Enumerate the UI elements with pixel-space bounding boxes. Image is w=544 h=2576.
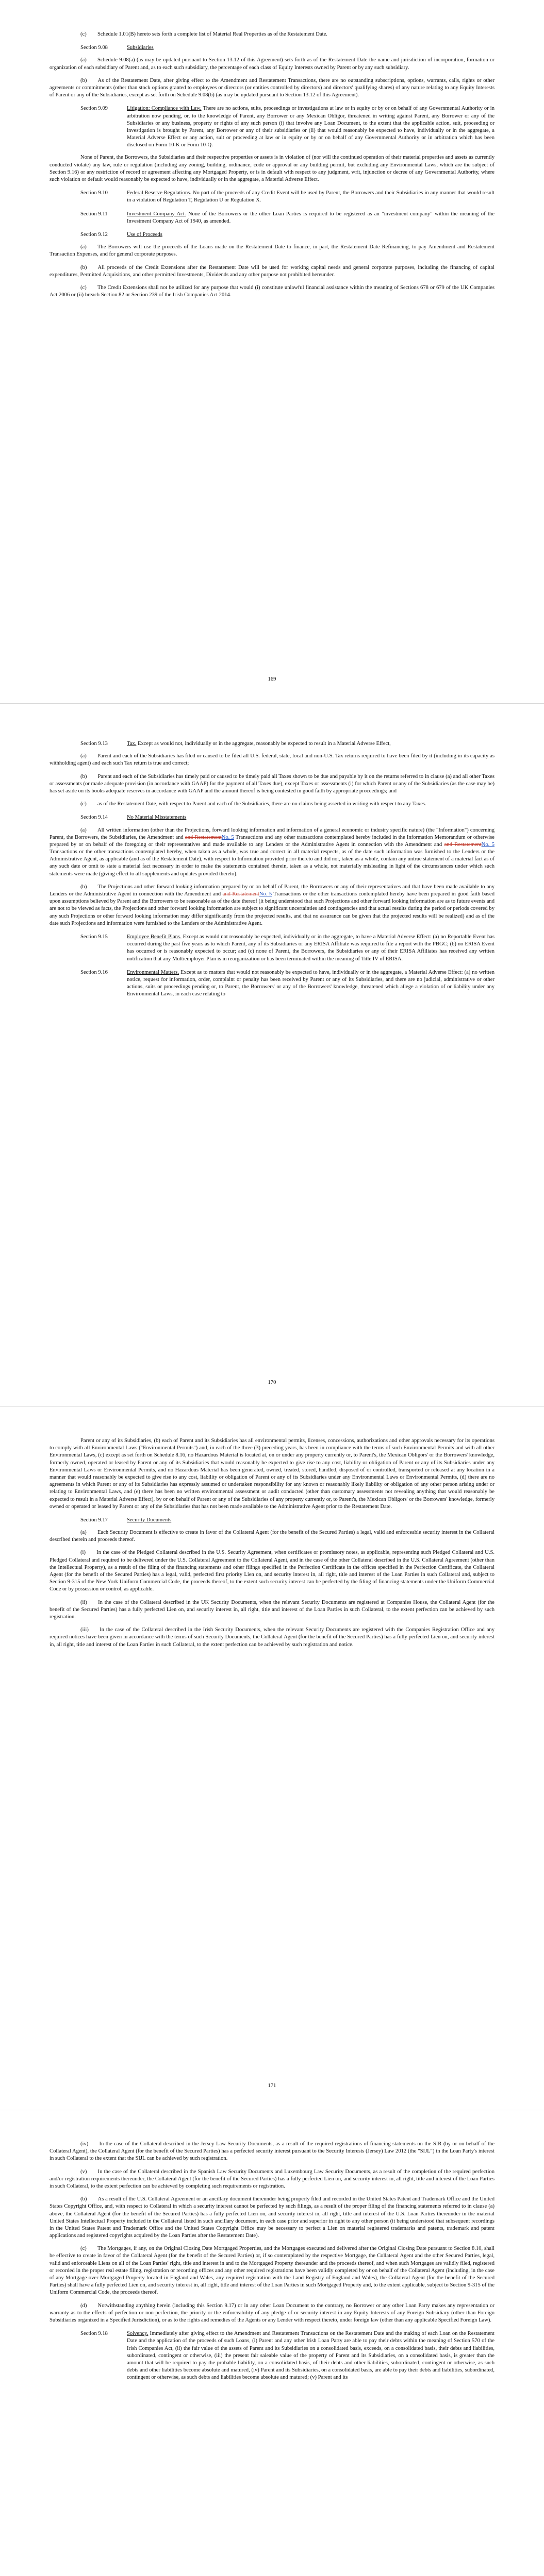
section-heading — [50, 44, 494, 52]
section-text — [127, 211, 494, 225]
section-text — [127, 44, 154, 52]
page-number: 169 — [268, 676, 276, 682]
section-number: Section 9.10 — [80, 190, 108, 196]
section-text — [127, 231, 162, 239]
page-number: 171 — [268, 2083, 276, 2089]
section-body: None of the Borrowers or the other Loan Parties is required to be registered as an "investment company" within the meaning of the Investment Company Act of 1940, as amended. — [127, 211, 494, 224]
section-number: Section 9.11 — [80, 211, 108, 217]
section-title: No Material Misstatements — [127, 815, 187, 821]
section-number: Section 9.18 — [80, 2331, 108, 2337]
page-body — [50, 2141, 494, 2386]
paragraph: (ii) In the case of the Collateral described in the UK Security Documents, when the relevant Security Documents are registered at Companies House, the Collateral Agent (for the benefit of the Secured Parties) has a fully perfected Lien on, and security interest in, all right, title and interest of the Loan Parties in such Collateral, to the extent perfection can be achieved by such registration. — [50, 1599, 494, 1620]
section-heading — [50, 814, 494, 821]
document-page — [0, 0, 544, 703]
paragraph: (iv) In the case of the Collateral described in the Jersey Law Security Documents, as a result of the required registrations of financing statements on the SIR (by or on behalf of the Collateral Agent), the Collateral Agent (for the benefit of the Secured Parties) has a perfected security interest pursuant to the Security Interests (Jersey) Law 2012 (the "SIJL") in the Loan Party's interest in such Collateral to the extent that the SIJL can be achieved by such registration. — [50, 2141, 494, 2162]
section-body: There are no actions, suits, proceedings or investigations at law or in equity or by or on behalf of any Governmental Authority or in arbitration now pending, or, to the knowledge of Parent, any Borrower or any Mexican Obligor, threatened in writing against Parent, any Borrower or any of the Subsidiaries or any business, property or rights of any such person (i) that involve any Loan Document, to the extent that the applicable action, suit, proceeding or investigation is brought by Parent, any Borrower or any of their subsidiaries or (ii) that would reasonably be expected to have, individually or in the aggregate, a Material Adverse Effect or any action, suit or proceeding at law or in equity or by or on behalf of any Governmental Authority or in arbitration which has been disclosed on Form 10-K or Form 10-Q. — [127, 106, 494, 148]
redline-insertion: No. 5 — [259, 891, 272, 897]
paragraph: (b) As of the Restatement Date, after giving effect to the Amendment and Restatement Transactions, there are no outstanding subscriptions, options, warrants, calls, rights or other agreements or commitments (other than stock options granted to employees or directors (or entities controlled by directors) and directors' qualifying shares) of any nature relating to any Equity Interests of Parent or any of the Subsidiaries, except as set forth on Schedule 9.08(b) (as may be updated pursuant to Section 13.12 of this Agreement). — [50, 77, 494, 98]
section-text — [127, 969, 494, 998]
paragraph: (a) Schedule 9.08(a) (as may be updated pursuant to Section 13.12 of this Agreement) sets forth as of the Restatement Date the name and jurisdiction of incorporation, formation or organization of each subsidiary of Parent and, as to each such subsidiary, the percentage of each class of Equity Interests owned by Parent or by any such subsidiary. — [50, 57, 494, 71]
section-title: Environmental Matters. — [127, 969, 179, 975]
section-body: No part of the proceeds of any Credit Event will be used by Parent, the Borrowers and their Subsidiaries in any manner that would result in a violation of Regulation T, Regulation U or Regulation X. — [127, 190, 494, 204]
redline-insertion: No. 5 — [481, 841, 494, 848]
paragraph: (i) In the case of the Pledged Collateral described in the U.S. Security Agreement, when certificates or promissory notes, as applicable, representing such Pledged Collateral and U.S. Pledged Collateral and required to be delivered under the U.S. Collateral Agreement to the Collateral Agent, and in the case of the other Collateral described in the U.S. Collateral Agreement (other than the Intellectual Property), as a result of the filing of the financing statements and other filings specified in the Perfection Certificate in the offices specified in the Perfection Certificate, the Collateral Agent (for the benefit of the Secured Parties) has a legal, valid, perfected first priority Lien on, and security interest in, all right, title and interest of the Loan Parties in such Collateral and, subject to Section 9-315 of the New York Uniform Commercial Code, the proceeds thereof, to the extent such security interest can be perfected by the filing of financing statements under the Uniform Commercial Code or by possession or control, as applicable. — [50, 1550, 494, 1592]
paragraph: (b) As a result of the U.S. Collateral Agreement or an ancillary document thereunder being properly filed and recorded in the United States Patent and Trademark Office and the United States Copyright Office, and, with respect to Collateral in which a security interest cannot be perfected by such filings, as a result of the proper filing of the financing statements referred to in clause (a) above, the Collateral Agent (for the benefit of the Secured Parties) has a fully perfected Lien on, and security interest in, all right, title and interest of the U.S. Loan Parties thereunder in the material United States Intellectual Property included in the Collateral listed in such ancillary document, in each case prior and superior in right to any other person (it being understood that subsequent recordings in the United States Patent and Trademark Office and the United States Copyright Office may be necessary to perfect a Lien on material registered trademarks and patents, trademark and patent applications and registered copyrights acquired by the Loan Parties after the Restatement Date). — [50, 2196, 494, 2239]
redline-deletion: and Restatement — [222, 891, 259, 897]
section-number: Section 9.13 — [80, 741, 108, 747]
page-number: 170 — [268, 1380, 276, 1385]
section-number: Section 9.12 — [80, 231, 108, 238]
section-body: Immediately after giving effect to the Amendment and Restatement Transactions on the Restatement Date and the making of each Loan on the Restatement Date and the application of the proceeds of such Loans, (i) Parent and any other Irish Loan Party are able to pay their debts within the meaning of Section 570 of the Irish Companies Act, (ii) the fair value of the assets of Parent and its Subsidiaries on a consolidated basis, exceeds, on a consolidated basis, their debts and liabilities, subordinated, contingent or otherwise, (iii) the present fair saleable value of the property of Parent and its Subsidiaries, on a consolidated basis, is greater than the amount that will be required to pay the probable liability, on a consolidated basis, of their debts and other liabilities, subordinated, contingent or otherwise, as such debts and other liabilities become absolute and matured, (iv) Parent and its Subsidiaries, on a consolidated basis, are able to pay their debts and liabilities, subordinated, contingent or otherwise, as such debts and liabilities become absolute and matured; (v) Parent and its — [127, 2331, 494, 2381]
section-title: Use of Proceeds — [127, 231, 162, 238]
section-text — [127, 2330, 494, 2381]
redline-insertion: No. 5 — [221, 834, 234, 840]
section-title: Tax. — [127, 741, 137, 747]
section-text — [127, 105, 494, 149]
paragraph: (b) Parent and each of the Subsidiaries has timely paid or caused to be timely paid all Taxes shown to be due and payable by it on the returns referred to in clause (a) and all other Taxes or assessments (or made adequate provision (in accordance with GAAP) for the payment of all Taxes due), except Taxes or assessments (i) for which Parent or any of the Subsidiaries (as the case may be) has set aside on its books adequate reserves in accordance with GAAP and the amount thereof is being contested in good faith by appropriate proceedings; and — [50, 773, 494, 794]
section-number: Section 9.15 — [80, 934, 108, 940]
section-title: Security Documents — [127, 1517, 172, 1523]
section-number: Section 9.16 — [80, 969, 108, 975]
section-number: Section 9.08 — [80, 45, 108, 51]
paragraph: (a) All written information (other than the Projections, forward looking information and information of a general economic or industry specific nature) (the "Information") concerning Parent, the Borrowers, the Subsidiaries, the Amendment and and RestatementNo. 5 Transactions and any other transactions contemplated hereby included in the Information Memorandum or otherwise prepared by or on behalf of the foregoing or their representatives and made available to any Lenders or the Administrative Agent in connection with the Amendment and and RestatementNo. 5 Transactions or the other transactions contemplated hereby, when taken as a whole, was true and correct in all material respects, as of the date such information was furnished to the Lenders or the Administrative Agent, as applicable (and as of the Restatement Date), with respect to Information provided prior thereto and did not, taken as a whole, contain any untrue statement of a material fact as of any such date or omit to state a material fact necessary in order to make the statements contained therein, taken as a whole, not materially misleading in light of the circumstances under which such statements were made (giving effect to all supplements and updates provided thereto). — [50, 827, 495, 877]
paragraph: (a) Parent and each of the Subsidiaries has filed or caused to be filed all U.S. federal, state, local and non-U.S. Tax returns required to have been filed by it (including in its capacity as withholding agent) and each such Tax return is true and correct; — [50, 753, 494, 767]
paragraph: (c) The Mortgages, if any, on the Original Closing Date Mortgaged Properties, and the Mortgages executed and delivered after the Original Closing Date pursuant to Section 8.10, shall be effective to create in favor of the Collateral Agent (for the benefit of the Secured Parties) or, if so contemplated by the respective Mortgage, the Collateral Agent and the other Secured Parties, legal, valid and enforceable Liens on all of the Loan Parties' right, title and interest in and to the Mortgaged Property thereunder and the proceeds thereof, and when such Mortgages are validly filed, registered or recorded in the proper real estate filing, registration or recording offices and any other required registrations have been validly completed by or on behalf of the Collateral Agent (including, in the case of any Mortgage over Mortgaged Property located in England and Wales, any required registration with the Land Registry of England and Wales), the Collateral Agent (for the benefit of the Secured Parties) shall have a fully perfected Lien on, and security interest in, all right, title and interest of the Loan Parties in such Mortgaged Property and, to the extent applicable, subject to Section 9-315 of the Uniform Commercial Code, the proceeds thereof. — [50, 2246, 494, 2296]
section-heading — [50, 934, 494, 963]
document-page — [0, 1406, 544, 2110]
section-number: Section 9.17 — [80, 1517, 108, 1523]
section-heading — [50, 231, 494, 239]
section-title: Federal Reserve Regulations. — [127, 190, 191, 196]
page-separator — [0, 703, 544, 704]
paragraph: (b) All proceeds of the Credit Extensions after the Restatement Date will be used for working capital needs and general corporate purposes, including the financing of capital expenditures, Permitted Acquisitions, and other permitted Investments, Dividends and any other purpose not prohibited hereunder. — [50, 264, 494, 278]
section-number: Section 9.09 — [80, 106, 108, 112]
section-title: Investment Company Act. — [127, 211, 186, 217]
section-number: Section 9.14 — [80, 815, 108, 821]
redline-deletion: and Restatement — [444, 841, 482, 848]
section-title: Solvency. — [127, 2331, 149, 2337]
document-page — [0, 703, 544, 1406]
paragraph: (a) Each Security Document is effective to create in favor of the Collateral Agent (for the benefit of the Secured Parties) a legal, valid and enforceable security interest in the Collateral described therein and proceeds thereof. — [50, 1530, 494, 1543]
paragraph: (c) Schedule 1.01(B) hereto sets forth a complete list of Material Real Properties as of the Restatement Date. — [80, 31, 327, 37]
section-heading — [50, 2330, 494, 2381]
paragraph: (c) as of the Restatement Date, with respect to Parent and each of the Subsidiaries, there are no claims being asserted in writing with respect to any Taxes. — [80, 801, 426, 807]
section-title: Subsidiaries — [127, 45, 154, 51]
page-body — [50, 734, 494, 1003]
redline-deletion: and Restatement — [185, 834, 222, 840]
page-body — [50, 1437, 494, 1654]
paragraph: (a) The Borrowers will use the proceeds of the Loans made on the Restatement Date to finance, in part, the Restatement Date Refinancing, to pay Amendment and Restatement Transaction Expenses, and for general corporate purposes. — [50, 244, 494, 258]
page-body — [50, 31, 494, 304]
section-text — [127, 190, 494, 204]
section-heading — [50, 211, 494, 225]
section-title: Employee Benefit Plans. — [127, 934, 182, 940]
section-text — [127, 934, 494, 963]
section-body: Except as would not reasonably be expected, individually or in the aggregate, to have a Material Adverse Effect: (a) no Reportable Event has occurred during the past five years as to which Parent, any of its Subsidiaries or any ERISA Affiliate was required to file a report with the PBGC; (b) no ERISA Event has occurred or is reasonably expected to occur; and (c) none of Parent, the Borrowers, the Subsidiaries or any of their ERISA Affiliates has received any written notification that any Multiemployer Plan is in reorganization or has been terminated within the meaning of Title IV of ERISA. — [127, 934, 494, 962]
section-heading — [50, 969, 494, 998]
section-heading — [50, 190, 494, 204]
section-body: Except as to matters that would not reasonably be expected to have, individually or in the aggregate, a Material Adverse Effect: (a) no written notice, request for information, order, complaint or penalty has been received by Parent or any of its Subsidiaries, and there are no judicial, administrative or other actions, suits or proceedings pending or, to Parent, the Borrowers' or any of the Borrowers' knowledge, threatened which allege a violation of or liability under any Environmental Laws, in each case relating to — [127, 969, 494, 997]
section-body: Except as would not, individually or in the aggregate, reasonably be expected to result in a Material Adverse Effect, — [136, 741, 391, 747]
paragraph: (v) In the case of the Collateral described in the Spanish Law Security Documents and Luxembourg Law Security Documents, as a result of the completion of the required perfection and/or registration requirements thereunder, the Collateral Agent (for the benefit of the Secured Parties) has a fully perfected Lien on, and security interest in, all right, title and interest of the Loan Parties in such Collateral, to the extent perfection can be achieved by completing such requirements or registration. — [50, 2168, 494, 2189]
paragraph: (b) The Projections and other forward looking information prepared by or on behalf of Parent, the Borrowers or any of their representatives and that have been made available to any Lenders or the Administrative Agent in connection with the Amendment and and RestatementNo. 5 Transactions or the other transactions contemplated hereby have been prepared in good faith based upon assumptions believed by Parent and the Borrowers to be reasonable as of the date thereof (it being understood that such Projections and other forward looking information are as to future events and are not to be viewed as facts, the Projections and other forward looking information are subject to significant uncertainties and contingencies and that actual results during the period or periods covered by any such Projections or other forward looking information may differ significantly from the projected results, and that no assurance can be given that the projected results will be realized) and as of the date such Projections and information were furnished to the Lenders or the Administrative Agent. — [50, 884, 494, 926]
paragraph: (iii) In the case of the Collateral described in the Irish Security Documents, when the relevant Security Documents are registered with the Companies Registration Office and any required notices have been given in accordance with the terms of such Security Documents, the Collateral Agent (for the benefit of the Secured Parties) has a fully perfected Lien on, and security interest in, all right, title and interest of the Loan Parties in such Collateral, to the extent perfection can be achieved by such registration and notice. — [50, 1627, 494, 1648]
section-heading — [50, 740, 494, 748]
section-heading — [50, 105, 494, 149]
section-text — [127, 1517, 171, 1524]
section-text — [127, 814, 186, 821]
document-page — [0, 2110, 544, 2576]
page-separator — [0, 1406, 544, 1407]
section-title: Litigation; Compliance with Law. — [127, 106, 202, 112]
paragraph: Parent or any of its Subsidiaries, (b) each of Parent and its Subsidiaries has all environmental permits, licenses, concessions, authorizations and other approvals necessary for its operations to comply with all Environmental Laws ("Environmental Permits") and, in each of the three (3) preceding years, has been in compliance with the terms of such Environmental Permits and with all other Environmental Laws, (c) except as set forth on Schedule 8.16, no Hazardous Material is located at, on or under any property currently or, to Parent's, the Mexican Obligors' or the Borrowers' knowledge, formerly owned, operated or leased by Parent or any of its Subsidiaries that would reasonably be expected to give rise to any cost, liability or obligation of Parent or any of its Subsidiaries under any Environmental Laws or Environmental Permits, and no Hazardous Material has been generated, owned, treated, stored, handled, disposed of or controlled, transported or released at any location in a manner that would reasonably be expected to give rise to any cost, liability or obligation of Parent or any of its Subsidiaries under any Environmental Laws or Environmental Permits, (d) there are no agreements in which Parent or any of its Subsidiaries has expressly assumed or undertaken responsibility for any known or reasonably likely liability or obligation of any other person arising under or relating to Environmental Laws, and (e) there has been no written environmental assessment or audit conducted (other than customary assessments not revealing anything that would reasonably be expected to result in a Material Adverse Effect), by or on behalf of Parent or any of the Subsidiaries of any property currently or, to Parent's, the Mexican Obligors' or the Borrowers' knowledge, formerly owned or operated or leased by Parent or any of the Subsidiaries that has not been made available to the Administrative Agent prior to the Restatement Date. — [50, 1438, 494, 1510]
paragraph: (c) The Credit Extensions shall not be utilized for any purpose that would (i) constitute unlawful financial assistance within the meaning of Sections 678 or 679 of the UK Companies Act 2006 or (ii) breach Section 82 or Section 239 of the Irish Companies Act 2014. — [50, 284, 494, 298]
paragraph: None of Parent, the Borrowers, the Subsidiaries and their respective properties or assets is in violation of (nor will the continued operation of their material properties and assets as currently conducted violate) any law, rule or regulation (including any zoning, building, ordinance, code or approval or any building permit, but excluding any Environmental Laws, which are the subject of Section 9.16) or any restriction of record or agreement affecting any Mortgaged Property, or is in default with respect to any judgment, writ, injunction or decree of any Governmental Authority, where such violation or default would reasonably be expected to have, individually or in the aggregate, a Material Adverse Effect. — [50, 155, 494, 182]
section-text — [127, 740, 391, 748]
paragraph: (d) Notwithstanding anything herein (including this Section 9.17) or in any other Loan Document to the contrary, no Borrower or any other Loan Party makes any representation or warranty as to the effects of perfection or non-perfection, the priority or the enforceability of any pledge of or security interest in any Equity Interests of any Foreign Subsidiary (other than Foreign Subsidiaries organized in a Specified Jurisdiction), or as to the rights and remedies of the Agents or any Lender with respect thereto, under foreign law (other than any applicable Specified Foreign Law). — [50, 2302, 494, 2323]
section-heading — [50, 1517, 494, 1524]
